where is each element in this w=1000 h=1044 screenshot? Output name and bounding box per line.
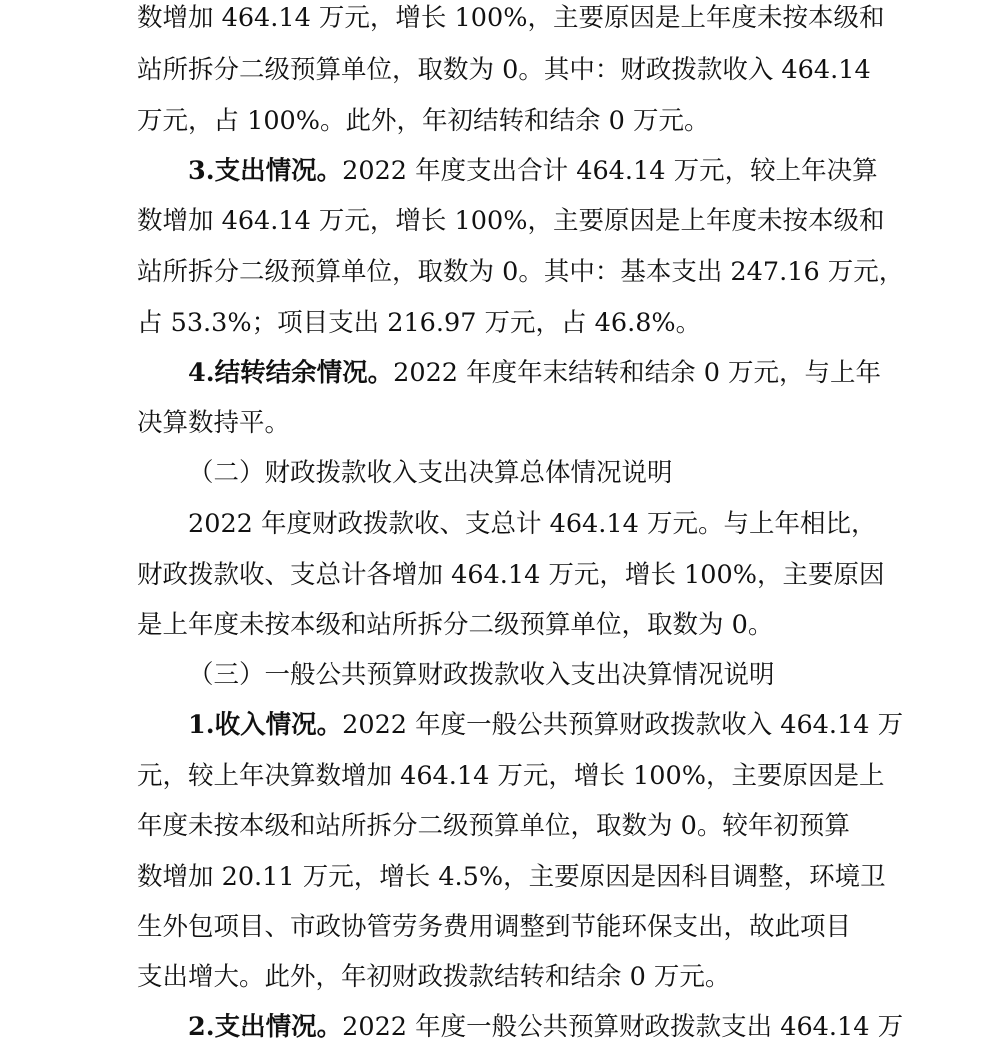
body-line-6: [137, 255, 904, 289]
line-text: 站所拆分二级预算单位，取数为 0。其中：基本支出 247.16 万元，: [137, 257, 905, 287]
line-text: 2022 年度一般公共预算财政拨款收入 464.14 万: [342, 710, 904, 740]
section-heading-expenditure: 3.支出情况。: [188, 156, 343, 186]
body-line-5: [137, 204, 884, 238]
line-text: 站所拆分二级预算单位，取数为 0。其中：财政拨款收入 464.14: [137, 55, 871, 85]
body-line-16: [137, 759, 884, 793]
line-text: 是上年度未按本级和站所拆分二级预算单位，取数为 0。: [137, 610, 774, 640]
line-text: 元，较上年决算数增加 464.14 万元，增长 100%，主要原因是上: [137, 761, 885, 791]
line-text: 2022 年度财政拨款收、支总计 464.14 万元。与上年相比，: [188, 509, 877, 539]
section-carryover-line: [188, 356, 881, 390]
section-heading-carryover: 4.结转结余情况。: [188, 358, 394, 388]
line-text: 万元，占 100%。此外，年初结转和结余 0 万元。: [137, 106, 710, 136]
line-text: 2022 年度年末结转和结余 0 万元，与上年: [393, 358, 882, 388]
body-line-12: [137, 558, 884, 592]
section-heading-income: 1.收入情况。: [188, 710, 343, 740]
section-heading-general-expenditure: 2.支出情况。: [188, 1012, 343, 1042]
subheading-text: （二）财政拨款收入支出决算总体情况说明: [188, 458, 673, 488]
body-line-19: [137, 910, 851, 944]
subheading-fiscal-overall: [188, 456, 673, 490]
section-income-line: [188, 708, 903, 742]
line-text: 数增加 464.14 万元，增长 100%，主要原因是上年度未按本级和: [137, 3, 885, 33]
body-line-20: [137, 960, 730, 994]
line-text: 2022 年度一般公共预算财政拨款支出 464.14 万: [342, 1012, 904, 1042]
line-text: 数增加 20.11 万元，增长 4.5%，主要原因是因科目调整，环境卫: [137, 862, 886, 892]
body-line-3: [137, 104, 709, 138]
line-text: 生外包项目、市政协管劳务费用调整到节能环保支出，故此项目: [137, 912, 852, 942]
body-line-11: [188, 507, 876, 541]
body-line-17: [137, 809, 850, 843]
line-text: 决算数持平。: [137, 408, 291, 438]
section-general-expenditure-line: [188, 1010, 903, 1044]
subheading-general-budget: [188, 658, 775, 692]
body-line-2: [137, 53, 871, 87]
body-line-13: [137, 608, 773, 642]
line-text: 数增加 464.14 万元，增长 100%，主要原因是上年度未按本级和: [137, 206, 885, 236]
line-text: 2022 年度支出合计 464.14 万元，较上年决算: [342, 156, 878, 186]
line-text: 财政拨款收、支总计各增加 464.14 万元，增长 100%，主要原因: [137, 560, 885, 590]
section-expenditure-line: [188, 154, 878, 188]
line-text: 占 53.3%；项目支出 216.97 万元，占 46.8%。: [137, 308, 702, 338]
subheading-text: （三）一般公共预算财政拨款收入支出决算情况说明: [188, 660, 775, 690]
body-line-1: [137, 1, 884, 35]
body-line-9: [137, 406, 290, 440]
body-line-18: [137, 860, 886, 894]
line-text: 年度未按本级和站所拆分二级预算单位，取数为 0。较年初预算: [137, 811, 850, 841]
body-line-7: [137, 306, 701, 340]
line-text: 支出增大。此外，年初财政拨款结转和结余 0 万元。: [137, 962, 731, 992]
